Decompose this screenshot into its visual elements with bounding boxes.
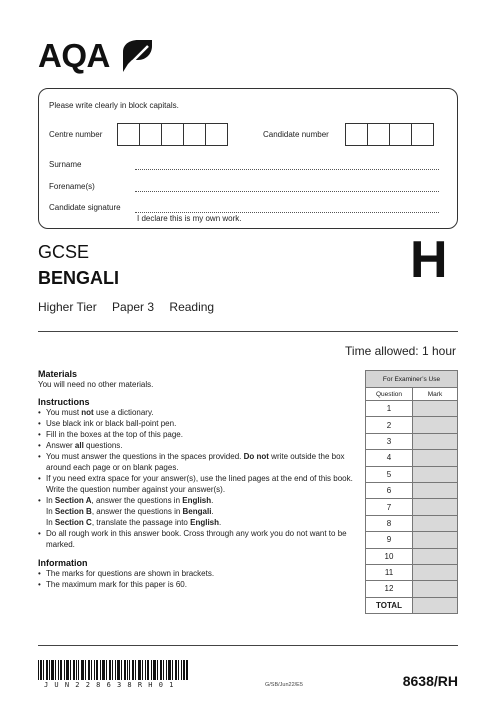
subject-title: BENGALI xyxy=(38,268,119,288)
question-column-header: Question xyxy=(366,388,413,401)
centre-number-boxes[interactable] xyxy=(118,123,228,146)
list-item: • The maximum mark for this paper is 60. xyxy=(38,579,363,590)
materials-heading: Materials xyxy=(38,369,78,379)
instructions-heading: Instructions xyxy=(38,397,90,407)
mark-cell[interactable] xyxy=(413,515,458,531)
information-list xyxy=(38,568,363,590)
signature-field[interactable] xyxy=(135,211,439,213)
table-row: 1 xyxy=(366,401,458,417)
paper-text: Paper 3 xyxy=(112,300,155,314)
mark-column-header: Mark xyxy=(413,388,458,401)
centre-digit-box[interactable] xyxy=(117,123,140,146)
barcode-text: J U N 2 2 8 6 3 8 R H 0 1 xyxy=(44,681,175,689)
materials-text: You will need no other materials. xyxy=(38,380,154,389)
table-row: 4 xyxy=(366,450,458,466)
block-capitals-instruction: Please write clearly in block capitals. xyxy=(49,101,179,110)
logo-leaf-icon xyxy=(120,38,154,74)
barcode-icon xyxy=(38,660,188,680)
list-item: • Fill in the boxes at the top of this page. xyxy=(38,429,363,440)
mark-cell[interactable] xyxy=(413,450,458,466)
table-row: 12 xyxy=(366,581,458,597)
paper-details xyxy=(38,300,226,314)
examiner-marks-table xyxy=(365,370,458,614)
list-item: • You must not use a dictionary. xyxy=(38,407,363,418)
mark-cell[interactable] xyxy=(413,532,458,548)
candidate-digit-box[interactable] xyxy=(345,123,368,146)
paper-reference: G/SB/Jun22/E5 xyxy=(265,682,303,688)
candidate-digit-box[interactable] xyxy=(411,123,434,146)
table-row: 11 xyxy=(366,564,458,580)
list-item: • Answer all questions. xyxy=(38,440,363,451)
centre-digit-box[interactable] xyxy=(183,123,206,146)
table-row: 9 xyxy=(366,532,458,548)
signature-label: Candidate signature xyxy=(49,203,121,212)
list-item: • You must answer the questions in the spaces provided. Do not write outside the box around each page or on blank pages. xyxy=(38,451,363,473)
table-row: 7 xyxy=(366,499,458,515)
total-label: TOTAL xyxy=(366,597,413,613)
section-b-instruction: In Section B, answer the questions in Bengali. xyxy=(46,507,214,516)
footer-divider xyxy=(38,645,458,646)
tier-letter: H xyxy=(410,231,448,289)
mark-cell[interactable] xyxy=(413,499,458,515)
candidate-digit-box[interactable] xyxy=(367,123,390,146)
table-row xyxy=(366,597,458,613)
centre-digit-box[interactable] xyxy=(161,123,184,146)
qualification-title: GCSE xyxy=(38,242,90,262)
list-item: • The marks for questions are shown in brackets. xyxy=(38,568,363,579)
table-row: 5 xyxy=(366,466,458,482)
mark-cell[interactable] xyxy=(413,482,458,498)
tier-text: Higher Tier xyxy=(38,300,97,314)
mark-cell[interactable] xyxy=(413,581,458,597)
table-row: 2 xyxy=(366,417,458,433)
surname-field[interactable] xyxy=(135,168,439,170)
logo-text: AQA xyxy=(38,37,110,74)
mark-cell[interactable] xyxy=(413,401,458,417)
mark-cell[interactable] xyxy=(413,548,458,564)
candidate-digit-box[interactable] xyxy=(389,123,412,146)
table-row: 8 xyxy=(366,515,458,531)
candidate-details-box xyxy=(38,88,458,229)
centre-digit-box[interactable] xyxy=(205,123,228,146)
total-mark-cell[interactable] xyxy=(413,597,458,613)
examiner-table-title: For Examiner’s Use xyxy=(366,371,458,388)
table-row: 3 xyxy=(366,433,458,449)
table-row: 10 xyxy=(366,548,458,564)
list-item: • Use black ink or black ball-point pen. xyxy=(38,418,363,429)
surname-label: Surname xyxy=(49,160,82,169)
mark-cell[interactable] xyxy=(413,433,458,449)
component-text: Reading xyxy=(169,300,215,314)
candidate-number-boxes[interactable] xyxy=(346,123,434,146)
list-item: • If you need extra space for your answer(s), use the lined pages at the end of this book. Write the question number against your answer(s). xyxy=(38,473,363,495)
table-row: 6 xyxy=(366,482,458,498)
instructions-column xyxy=(38,369,363,590)
information-heading: Information xyxy=(38,558,88,568)
divider xyxy=(38,331,458,332)
mark-cell[interactable] xyxy=(413,564,458,580)
declaration-text: I declare this is my own work. xyxy=(137,214,242,223)
mark-cell[interactable] xyxy=(413,417,458,433)
instructions-list xyxy=(38,407,363,506)
forenames-field[interactable] xyxy=(135,190,439,192)
mark-cell[interactable] xyxy=(413,466,458,482)
list-item: • In Section A, answer the questions in English. xyxy=(38,495,363,506)
list-item: • Do all rough work in this answer book. Cross through any work you do not want to be marked. xyxy=(38,528,363,550)
paper-code: 8638/RH xyxy=(402,673,458,689)
time-allowed: Time allowed: 1 hour xyxy=(345,344,456,358)
section-c-instruction: In Section C, translate the passage into English. xyxy=(46,518,222,527)
centre-digit-box[interactable] xyxy=(139,123,162,146)
candidate-number-label: Candidate number xyxy=(263,130,329,139)
centre-number-label: Centre number xyxy=(49,130,103,139)
forenames-label: Forename(s) xyxy=(49,182,95,191)
